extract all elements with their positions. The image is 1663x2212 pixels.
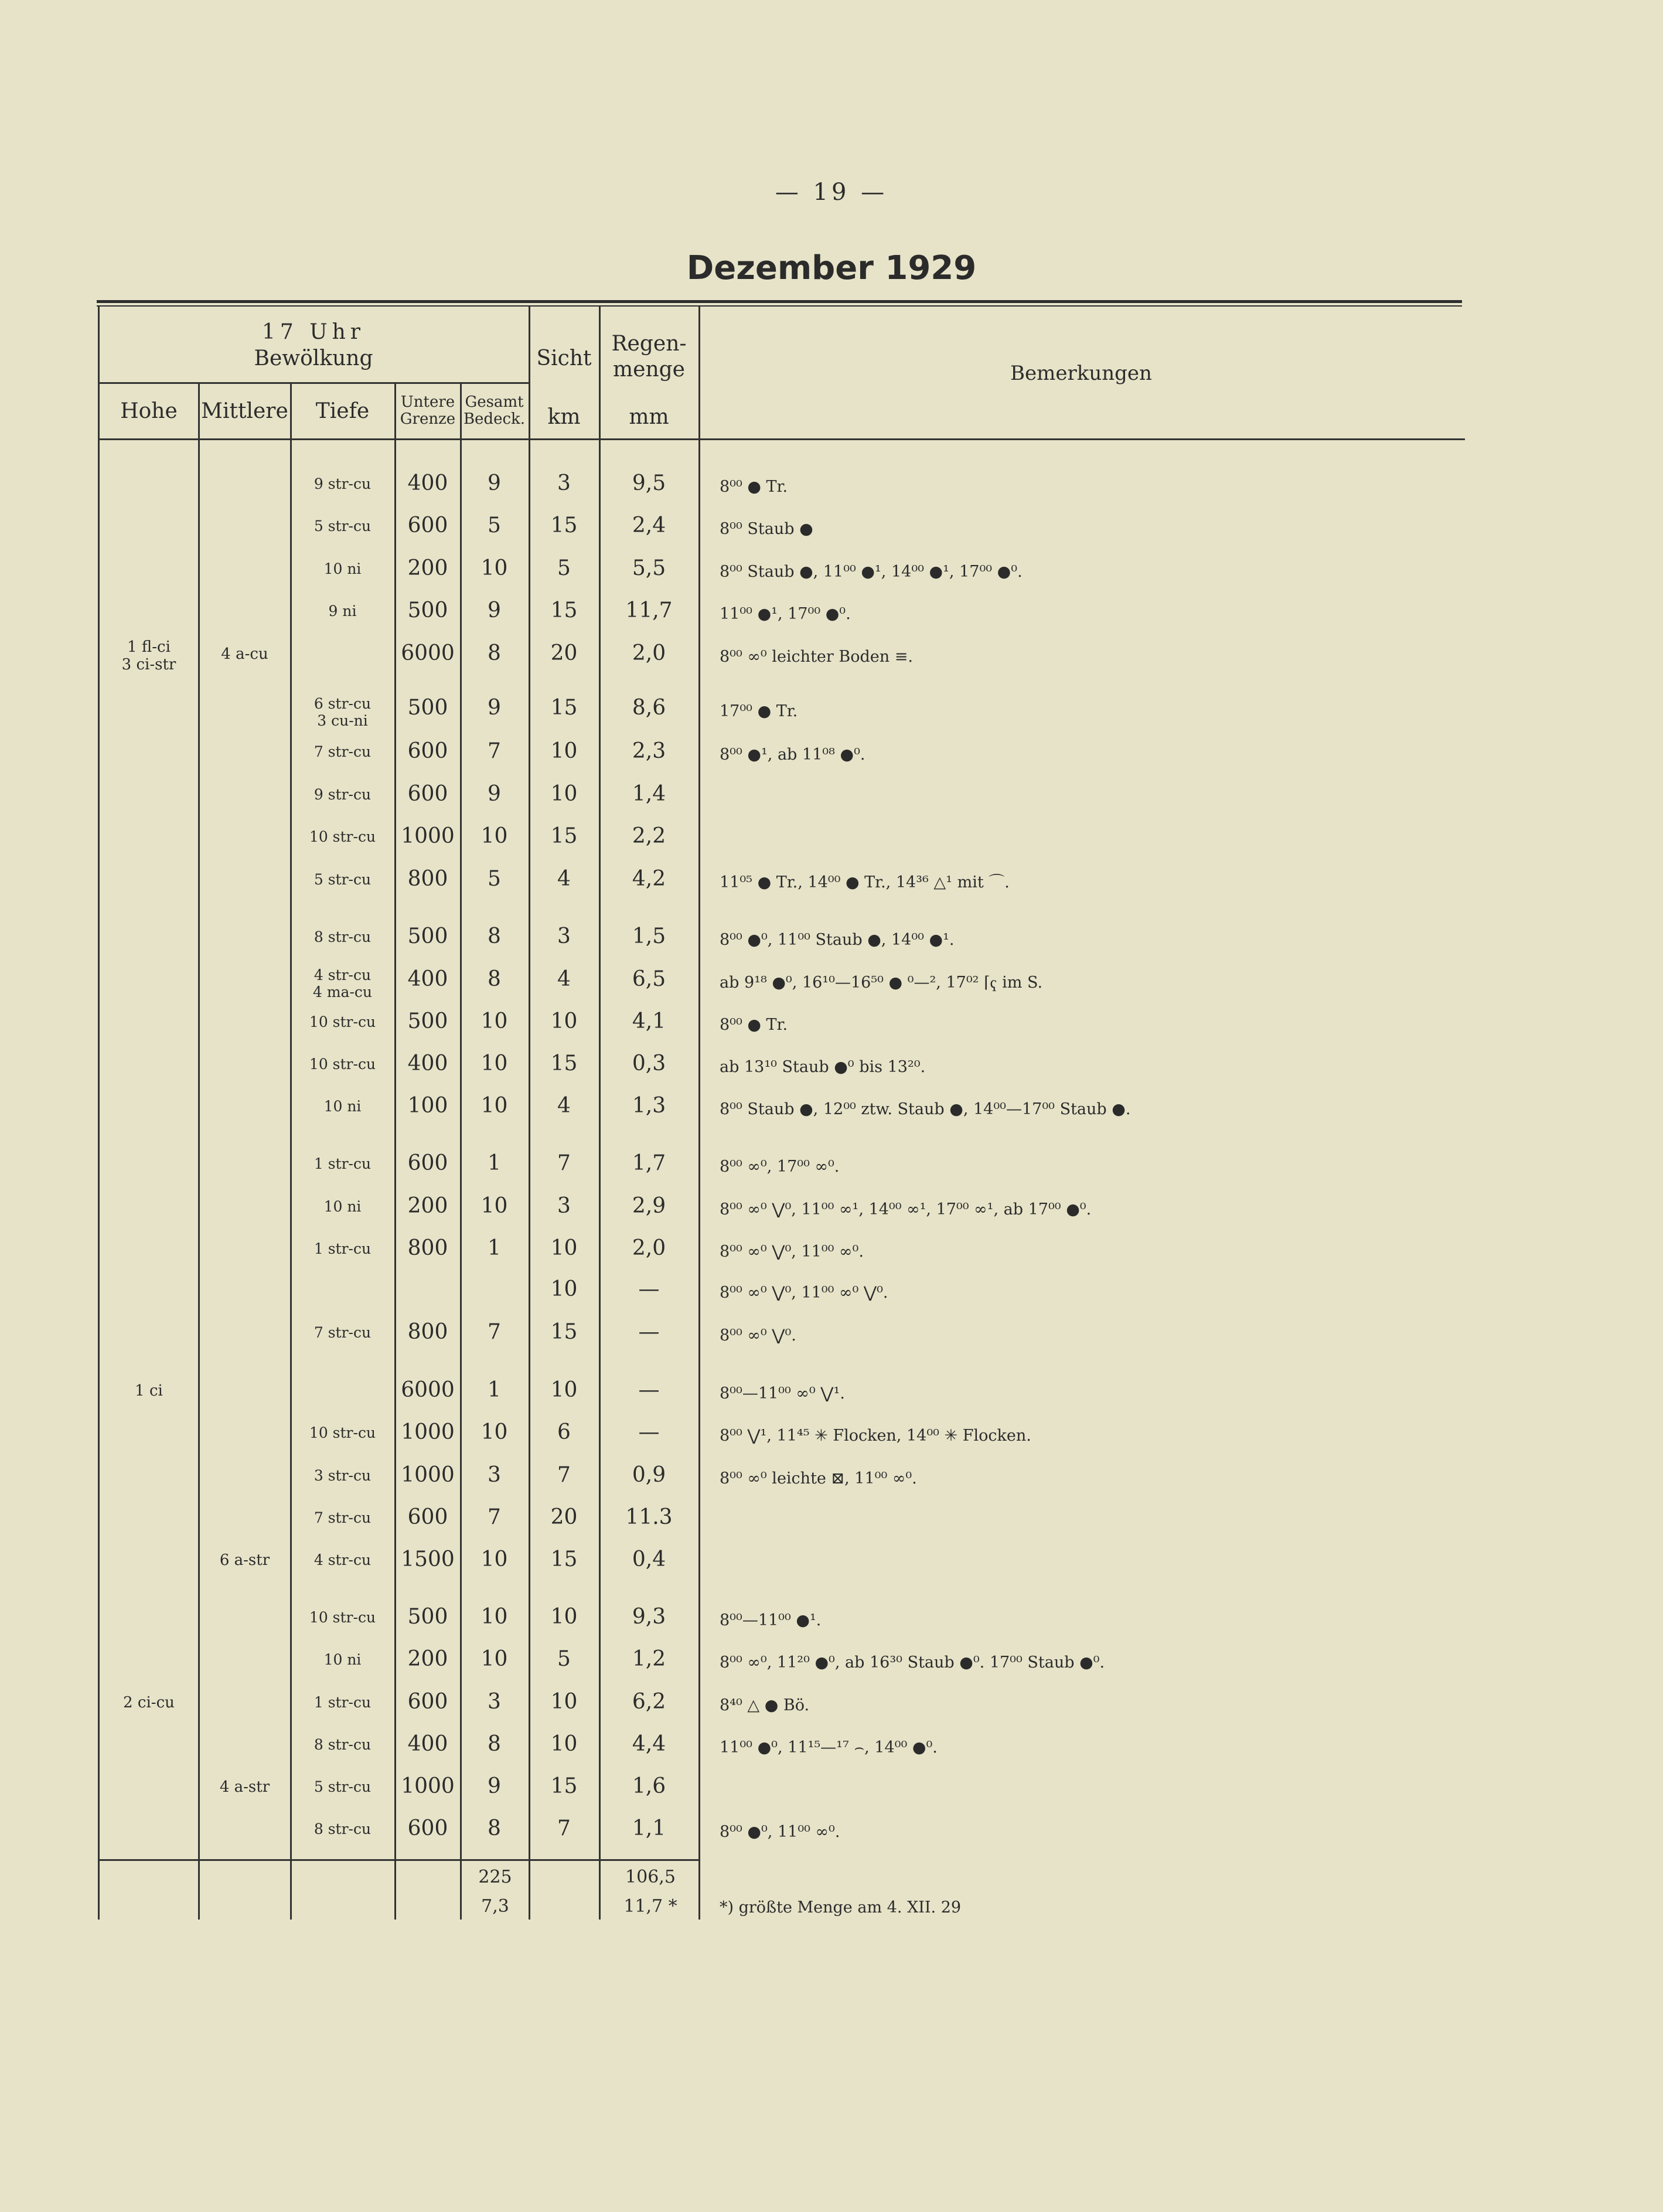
header-bemerkungen: Bemerkungen <box>1010 362 1152 385</box>
cell-regenmenge: 4,4 <box>632 1732 666 1756</box>
cell-gesamt-bedeckung: 10 <box>481 1051 508 1076</box>
cell-sicht: 15 <box>550 598 578 622</box>
cell-regenmenge: 1,2 <box>632 1647 666 1671</box>
cell-regenmenge: 2,2 <box>632 824 666 848</box>
header-bewoelkung: Bewölkung <box>254 346 373 370</box>
cell-tiefe: 10 str-cu <box>309 1056 376 1073</box>
header-hohe: Hohe <box>120 399 178 423</box>
cell-sicht: 20 <box>550 641 578 665</box>
cell-gesamt-bedeckung: 3 <box>488 1463 501 1487</box>
cell-tiefe: 4 str-cu 4 ma-cu <box>312 967 372 1000</box>
total-regen-max: 11,7 * <box>623 1896 677 1917</box>
cell-tiefe: 1 str-cu <box>313 1694 372 1711</box>
cell-hohe: 1 ci <box>135 1382 163 1400</box>
cell-sicht: 10 <box>550 1236 578 1260</box>
cell-regenmenge: 1,1 <box>632 1816 666 1840</box>
cell-bemerkung: 8⁰⁰ ● Tr. <box>720 1016 788 1034</box>
cell-mittlere: 4 a-cu <box>221 645 268 663</box>
cell-sicht: 20 <box>550 1505 578 1529</box>
cell-untere-grenze: 200 <box>407 556 448 580</box>
cell-tiefe: 6 str-cu 3 cu-ni <box>313 695 372 729</box>
cell-tiefe: 7 str-cu <box>313 1324 372 1341</box>
cell-gesamt-bedeckung: 10 <box>481 1547 508 1571</box>
top-rule-thin <box>97 305 1462 307</box>
cell-mittlere: 6 a-str <box>219 1551 270 1569</box>
cell-hohe: 2 ci-cu <box>123 1694 175 1711</box>
cell-gesamt-bedeckung: 1 <box>488 1378 501 1402</box>
cell-sicht: 15 <box>550 1774 578 1798</box>
cell-tiefe: 5 str-cu <box>313 871 372 888</box>
cell-bemerkung: 8⁰⁰ Staub ● <box>720 520 813 538</box>
cell-sicht: 7 <box>557 1463 571 1487</box>
cell-bemerkung: 8⁰⁰ Staub ●, 11⁰⁰ ●¹, 14⁰⁰ ●¹, 17⁰⁰ ●⁰. <box>720 563 1023 581</box>
cell-untere-grenze: 200 <box>407 1647 448 1671</box>
cell-regenmenge: — <box>638 1320 660 1344</box>
cell-sicht: 15 <box>550 1320 578 1344</box>
grid-line-group <box>98 382 529 384</box>
cell-tiefe: 10 ni <box>323 560 362 577</box>
cell-regenmenge: 0,9 <box>632 1463 666 1487</box>
cell-sicht: 6 <box>557 1420 571 1444</box>
cell-bemerkung: 17⁰⁰ ● Tr. <box>720 702 798 720</box>
grid-line-totals <box>98 1859 698 1861</box>
cell-regenmenge: — <box>638 1277 660 1301</box>
cell-regenmenge: 2,3 <box>632 739 666 763</box>
cell-gesamt-bedeckung: 10 <box>481 824 508 848</box>
cell-untere-grenze: 400 <box>407 1051 448 1076</box>
header-mittlere: Mittlere <box>201 399 288 423</box>
cell-untere-grenze: 400 <box>407 471 448 495</box>
cell-gesamt-bedeckung: 8 <box>488 1816 501 1840</box>
cell-tiefe: 1 str-cu <box>313 1155 372 1172</box>
cell-regenmenge: 1,5 <box>632 924 666 948</box>
cell-sicht: 7 <box>557 1816 571 1840</box>
cell-untere-grenze: 800 <box>407 1320 448 1344</box>
header-gesamt-bedeck: Gesamt Bedeck. <box>463 393 526 428</box>
cell-tiefe: 10 str-cu <box>309 1013 376 1030</box>
cell-sicht: 15 <box>550 1051 578 1076</box>
cell-bemerkung: 8⁰⁰ ∞⁰, 11²⁰ ●⁰, ab 16³⁰ Staub ●⁰. 17⁰⁰ Staub ●⁰. <box>720 1653 1105 1672</box>
cell-untere-grenze: 800 <box>407 1236 448 1260</box>
cell-untere-grenze: 1000 <box>401 1420 455 1444</box>
cell-sicht: 3 <box>557 1194 571 1218</box>
cell-regenmenge: 2,0 <box>632 641 666 665</box>
cell-tiefe: 5 str-cu <box>313 1778 372 1795</box>
cell-bemerkung: 8⁰⁰ ∞⁰ ⋁⁰. <box>720 1326 796 1345</box>
cell-bemerkung: 8⁰⁰—11⁰⁰ ∞⁰ ⋁¹. <box>720 1384 845 1403</box>
cell-untere-grenze: 6000 <box>401 1378 455 1402</box>
cell-untere-grenze: 600 <box>407 1505 448 1529</box>
cell-regenmenge: 0,4 <box>632 1547 666 1571</box>
top-rule <box>97 300 1462 303</box>
cell-gesamt-bedeckung: 8 <box>488 1732 501 1756</box>
total-gesamt-mean: 7,3 <box>481 1896 509 1917</box>
cell-regenmenge: 1,6 <box>632 1774 666 1798</box>
cell-gesamt-bedeckung: 10 <box>481 1647 508 1671</box>
cell-sicht: 3 <box>557 924 571 948</box>
cell-sicht: 4 <box>557 1094 571 1118</box>
cell-gesamt-bedeckung: 9 <box>488 782 501 806</box>
header-tiefe: Tiefe <box>315 399 370 423</box>
cell-untere-grenze: 600 <box>407 739 448 763</box>
cell-untere-grenze: 6000 <box>401 641 455 665</box>
header-untere-grenze: Untere Grenze <box>400 393 456 428</box>
cell-untere-grenze: 600 <box>407 1690 448 1714</box>
cell-sicht: 7 <box>557 1151 571 1175</box>
cell-tiefe: 10 ni <box>323 1098 362 1115</box>
cell-bemerkung: 8⁰⁰ ● Tr. <box>720 478 788 496</box>
cell-tiefe: 10 str-cu <box>309 828 376 845</box>
cell-sicht: 5 <box>557 1647 571 1671</box>
cell-bemerkung: 8⁰⁰ ●⁰, 11⁰⁰ Staub ●, 14⁰⁰ ●¹. <box>720 931 955 949</box>
cell-untere-grenze: 500 <box>407 696 448 720</box>
cell-tiefe: 5 str-cu <box>313 518 372 535</box>
cell-untere-grenze: 600 <box>407 513 448 537</box>
cell-sicht: 15 <box>550 1547 578 1571</box>
cell-tiefe: 9 str-cu <box>313 475 372 492</box>
cell-sicht: 15 <box>550 513 578 537</box>
cell-tiefe: 8 str-cu <box>313 1820 372 1837</box>
cell-regenmenge: 11.3 <box>625 1505 673 1529</box>
cell-regenmenge: 6,2 <box>632 1690 666 1714</box>
cell-tiefe: 10 str-cu <box>309 1609 376 1626</box>
cell-untere-grenze: 500 <box>407 598 448 622</box>
cell-tiefe: 3 str-cu <box>313 1467 372 1484</box>
cell-sicht: 10 <box>550 1277 578 1301</box>
cell-sicht: 15 <box>550 696 578 720</box>
cell-bemerkung: ab 13¹⁰ Staub ●⁰ bis 13²⁰. <box>720 1058 926 1076</box>
cell-regenmenge: 9,3 <box>632 1605 666 1629</box>
cell-gesamt-bedeckung: 10 <box>481 1094 508 1118</box>
cell-bemerkung: 8⁰⁰ ∞⁰ ⋁⁰, 11⁰⁰ ∞⁰ ⋁⁰. <box>720 1284 888 1302</box>
cell-bemerkung: 8⁰⁰ ∞⁰, 17⁰⁰ ∞⁰. <box>720 1158 840 1176</box>
cell-gesamt-bedeckung: 9 <box>488 598 501 622</box>
cell-hohe: 1 fl-ci 3 ci-str <box>121 638 176 673</box>
cell-untere-grenze: 1000 <box>401 1463 455 1487</box>
cell-gesamt-bedeckung: 7 <box>488 1320 501 1344</box>
cell-gesamt-bedeckung: 1 <box>488 1151 501 1175</box>
cell-sicht: 4 <box>557 867 571 891</box>
cell-gesamt-bedeckung: 8 <box>488 967 501 991</box>
header-regenmenge: Regen- menge <box>611 332 687 382</box>
cell-untere-grenze: 100 <box>407 1094 448 1118</box>
total-gesamt-sum: 225 <box>478 1867 512 1887</box>
grid-line-header-bottom <box>98 438 1465 440</box>
cell-sicht: 4 <box>557 967 571 991</box>
cell-sicht: 10 <box>550 739 578 763</box>
total-regen-sum: 106,5 <box>625 1867 676 1887</box>
cell-sicht: 10 <box>550 1605 578 1629</box>
grid-line-regen <box>698 307 700 1920</box>
cell-untere-grenze: 500 <box>407 1605 448 1629</box>
cell-gesamt-bedeckung: 8 <box>488 924 501 948</box>
cell-untere-grenze: 600 <box>407 782 448 806</box>
cell-regenmenge: 2,9 <box>632 1194 666 1218</box>
grid-line-hohe <box>198 383 200 1920</box>
cell-untere-grenze: 500 <box>407 1009 448 1033</box>
cell-regenmenge: 11,7 <box>625 598 673 622</box>
cell-regenmenge: 6,5 <box>632 967 666 991</box>
cell-regenmenge: — <box>638 1378 660 1402</box>
cell-untere-grenze: 400 <box>407 967 448 991</box>
cell-bemerkung: 8⁴⁰ △ ● Bö. <box>720 1696 810 1714</box>
cell-mittlere: 4 a-str <box>219 1778 270 1796</box>
cell-regenmenge: 9,5 <box>632 471 666 495</box>
header-sicht: Sicht <box>536 346 592 370</box>
cell-gesamt-bedeckung: 9 <box>488 1774 501 1798</box>
header-17-uhr: 17 Uhr <box>262 320 365 344</box>
cell-untere-grenze: 500 <box>407 924 448 948</box>
cell-regenmenge: 5,5 <box>632 556 666 580</box>
cell-bemerkung: 8⁰⁰ ∞⁰ ⋁⁰, 11⁰⁰ ∞⁰. <box>720 1243 864 1261</box>
cell-sicht: 10 <box>550 782 578 806</box>
cell-gesamt-bedeckung: 10 <box>481 1605 508 1629</box>
page-title: Dezember 1929 <box>686 249 977 287</box>
cell-sicht: 5 <box>557 556 571 580</box>
cell-untere-grenze: 600 <box>407 1151 448 1175</box>
cell-bemerkung: 11⁰⁰ ●⁰, 11¹⁵—¹⁷ ⌢, 14⁰⁰ ●⁰. <box>720 1738 938 1757</box>
cell-untere-grenze: 1500 <box>401 1547 455 1571</box>
cell-gesamt-bedeckung: 9 <box>488 696 501 720</box>
cell-bemerkung: 11⁰⁵ ● Tr., 14⁰⁰ ● Tr., 14³⁶ △¹ mit ⌒. <box>720 873 1010 891</box>
cell-regenmenge: 4,2 <box>632 867 666 891</box>
cell-gesamt-bedeckung: 10 <box>481 1194 508 1218</box>
cell-sicht: 10 <box>550 1732 578 1756</box>
cell-regenmenge: 4,1 <box>632 1009 666 1033</box>
cell-sicht: 15 <box>550 824 578 848</box>
cell-untere-grenze: 200 <box>407 1194 448 1218</box>
cell-bemerkung: 8⁰⁰ ∞⁰ ⋁⁰, 11⁰⁰ ∞¹, 14⁰⁰ ∞¹, 17⁰⁰ ∞¹, ab 17⁰⁰ ●⁰. <box>720 1200 1092 1219</box>
cell-bemerkung: 11⁰⁰ ●¹, 17⁰⁰ ●⁰. <box>720 605 851 623</box>
cell-bemerkung: 8⁰⁰—11⁰⁰ ●¹. <box>720 1611 822 1629</box>
cell-gesamt-bedeckung: 9 <box>488 471 501 495</box>
cell-gesamt-bedeckung: 7 <box>488 1505 501 1529</box>
cell-tiefe: 10 ni <box>323 1651 362 1668</box>
cell-tiefe: 10 ni <box>323 1198 362 1215</box>
footnote: *) größte Menge am 4. XII. 29 <box>720 1898 962 1917</box>
cell-gesamt-bedeckung: 5 <box>488 513 501 537</box>
cell-sicht: 3 <box>557 471 571 495</box>
page-number: — 19 — <box>775 179 888 206</box>
cell-sicht: 10 <box>550 1690 578 1714</box>
cell-sicht: 10 <box>550 1009 578 1033</box>
cell-gesamt-bedeckung: 5 <box>488 867 501 891</box>
cell-untere-grenze: 400 <box>407 1732 448 1756</box>
cell-bemerkung: ab 9¹⁸ ●⁰, 16¹⁰—16⁵⁰ ● ⁰—², 17⁰² ⌈ҁ im S. <box>720 974 1043 992</box>
cell-untere-grenze: 600 <box>407 1816 448 1840</box>
cell-tiefe: 8 str-cu <box>313 928 372 945</box>
cell-untere-grenze: 1000 <box>401 824 455 848</box>
cell-gesamt-bedeckung: 10 <box>481 1420 508 1444</box>
cell-bemerkung: 8⁰⁰ Staub ●, 12⁰⁰ ztw. Staub ●, 14⁰⁰—17⁰⁰ Staub ●. <box>720 1100 1131 1118</box>
cell-untere-grenze: 1000 <box>401 1774 455 1798</box>
cell-bemerkung: 8⁰⁰ ∞⁰ leichter Boden ≡. <box>720 648 913 666</box>
cell-sicht: 10 <box>550 1378 578 1402</box>
cell-regenmenge: — <box>638 1420 660 1444</box>
cell-regenmenge: 1,7 <box>632 1151 666 1175</box>
cell-gesamt-bedeckung: 10 <box>481 1009 508 1033</box>
cell-regenmenge: 2,4 <box>632 513 666 537</box>
cell-gesamt-bedeckung: 1 <box>488 1236 501 1260</box>
cell-bemerkung: 8⁰⁰ ⋁¹, 11⁴⁵ ✳ Flocken, 14⁰⁰ ✳ Flocken. <box>720 1427 1031 1445</box>
cell-tiefe: 10 str-cu <box>309 1424 376 1441</box>
cell-bemerkung: 8⁰⁰ ●⁰, 11⁰⁰ ∞⁰. <box>720 1823 840 1841</box>
header-regen-unit: mm <box>629 405 669 429</box>
cell-tiefe: 7 str-cu <box>313 743 372 760</box>
cell-tiefe: 9 str-cu <box>313 786 372 803</box>
cell-regenmenge: 1,3 <box>632 1094 666 1118</box>
cell-tiefe: 9 ni <box>328 603 357 620</box>
cell-tiefe: 4 str-cu <box>313 1551 372 1568</box>
cell-regenmenge: 1,4 <box>632 782 666 806</box>
cell-tiefe: 7 str-cu <box>313 1509 372 1526</box>
cell-gesamt-bedeckung: 3 <box>488 1690 501 1714</box>
cell-tiefe: 8 str-cu <box>313 1736 372 1753</box>
grid-line-left <box>98 307 100 1920</box>
cell-gesamt-bedeckung: 10 <box>481 556 508 580</box>
cell-regenmenge: 2,0 <box>632 1236 666 1260</box>
cell-regenmenge: 8,6 <box>632 696 666 720</box>
cell-bemerkung: 8⁰⁰ ∞⁰ leichte ⊠, 11⁰⁰ ∞⁰. <box>720 1469 917 1488</box>
header-sicht-unit: km <box>547 405 581 429</box>
cell-bemerkung: 8⁰⁰ ●¹, ab 11⁰⁸ ●⁰. <box>720 746 865 764</box>
cell-gesamt-bedeckung: 7 <box>488 739 501 763</box>
cell-gesamt-bedeckung: 8 <box>488 641 501 665</box>
cell-regenmenge: 0,3 <box>632 1051 666 1076</box>
cell-untere-grenze: 800 <box>407 867 448 891</box>
cell-tiefe: 1 str-cu <box>313 1240 372 1257</box>
